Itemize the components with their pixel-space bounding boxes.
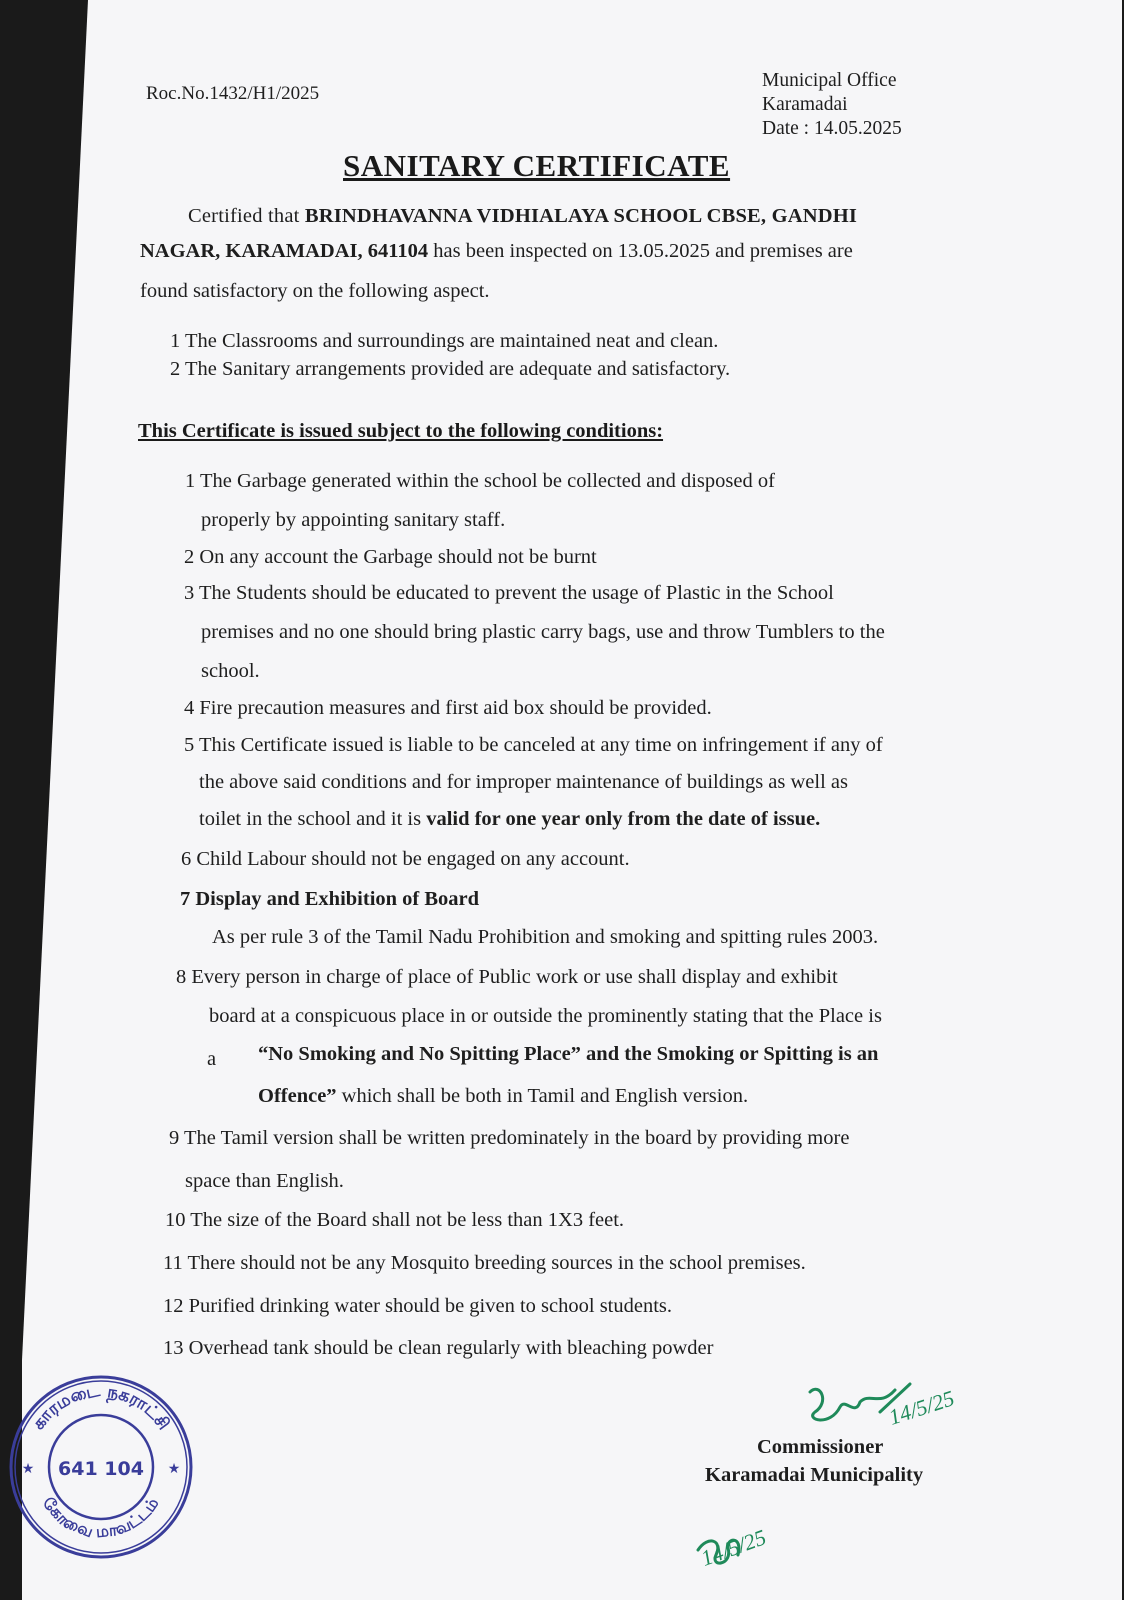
intro-line-2 xyxy=(140,240,853,263)
aspect-item: 2 The Sanitary arrangements provided are adequate and satisfactory. xyxy=(170,358,731,380)
condition-item: 4 Fire precaution measures and first aid box should be provided. xyxy=(184,697,712,719)
condition-item: “No Smoking and No Spitting Place” and the Smoking or Spitting is an xyxy=(258,1043,879,1065)
condition-item: properly by appointing sanitary staff. xyxy=(201,509,506,531)
page-title: SANITARY CERTIFICATE xyxy=(343,148,731,183)
inspection-text: has been inspected on 13.05.2025 and premises are xyxy=(428,240,853,262)
condition-item: 7 Display and Exhibition of Board xyxy=(180,888,480,910)
condition-item xyxy=(258,1085,748,1108)
condition-item: school. xyxy=(201,660,260,682)
condition-item: a xyxy=(207,1048,217,1070)
condition-item: 13 Overhead tank should be clean regularly with bleaching powder xyxy=(163,1337,714,1359)
validity-prefix: toilet in the school and it is xyxy=(199,808,427,830)
office-name: Municipal Office xyxy=(762,70,897,91)
intro-certified-text: Certified that xyxy=(188,205,305,227)
seal-code: 641 104 xyxy=(58,1458,144,1480)
issue-date: Date : 14.05.2025 xyxy=(762,118,902,139)
condition-item: 6 Child Labour should not be engaged on any account. xyxy=(181,848,630,870)
intro-line-3: found satisfactory on the following aspect. xyxy=(140,280,490,302)
initial-date: 14/5/25 xyxy=(697,1524,770,1571)
condition-item: 2 On any account the Garbage should not be burnt xyxy=(184,546,597,568)
condition-item: 10 The size of the Board shall not be less than 1X3 feet. xyxy=(165,1209,625,1231)
offence-word: Offence” xyxy=(258,1085,337,1107)
seal-text-top: காரமடை நகராட்சி xyxy=(28,1380,174,1434)
intro-line-1 xyxy=(188,205,857,228)
reference-number: Roc.No.1432/H1/2025 xyxy=(146,83,320,104)
condition-item: board at a conspicuous place in or outside the prominently stating that the Place is xyxy=(209,1005,882,1027)
office-place: Karamadai xyxy=(762,94,848,115)
star-icon: ★ xyxy=(21,1461,35,1477)
condition-item: space than English. xyxy=(185,1170,344,1192)
condition-item: 8 Every person in charge of place of Public work or use shall display and exhibit xyxy=(176,966,838,988)
condition-item: 5 This Certificate issued is liable to be canceled at any time on infringement if any of xyxy=(184,734,883,756)
signatory-office: Karamadai Municipality xyxy=(705,1464,924,1486)
star-icon: ★ xyxy=(167,1461,181,1477)
condition-item: 9 The Tamil version shall be written predominately in the board by providing more xyxy=(169,1127,850,1149)
condition-item: the above said conditions and for improper maintenance of buildings as well as xyxy=(199,771,848,793)
validity-statement: valid for one year only from the date of issue. xyxy=(426,808,821,830)
aspect-item: 1 The Classrooms and surroundings are maintained neat and clean. xyxy=(170,330,719,352)
condition-item: 1 The Garbage generated within the school be collected and disposed of xyxy=(185,470,775,492)
condition-item: As per rule 3 of the Tamil Nadu Prohibition and smoking and spitting rules 2003. xyxy=(212,926,879,948)
language-note: which shall be both in Tamil and English version. xyxy=(336,1085,749,1107)
school-name: BRINDHAVANNA VIDHIALAYA SCHOOL CBSE, GANDHI xyxy=(304,205,858,227)
signatory-designation: Commissioner xyxy=(757,1436,884,1458)
conditions-heading: This Certificate is issued subject to the following conditions: xyxy=(138,420,664,442)
condition-item: 3 The Students should be educated to prevent the usage of Plastic in the School xyxy=(184,582,834,604)
signature-date: 14/5/25 xyxy=(885,1385,958,1430)
school-address: NAGAR, KARAMADAI, 641104 xyxy=(140,240,429,262)
seal-text-bottom: கோவை மாவட்டம் xyxy=(38,1493,163,1542)
condition-item: 11 There should not be any Mosquito breeding sources in the school premises. xyxy=(163,1252,806,1274)
condition-item: premises and no one should bring plastic carry bags, use and throw Tumblers to the xyxy=(201,621,885,643)
municipal-seal xyxy=(6,1372,196,1562)
condition-item: 12 Purified drinking water should be given to school students. xyxy=(163,1295,673,1317)
condition-item xyxy=(199,808,820,831)
